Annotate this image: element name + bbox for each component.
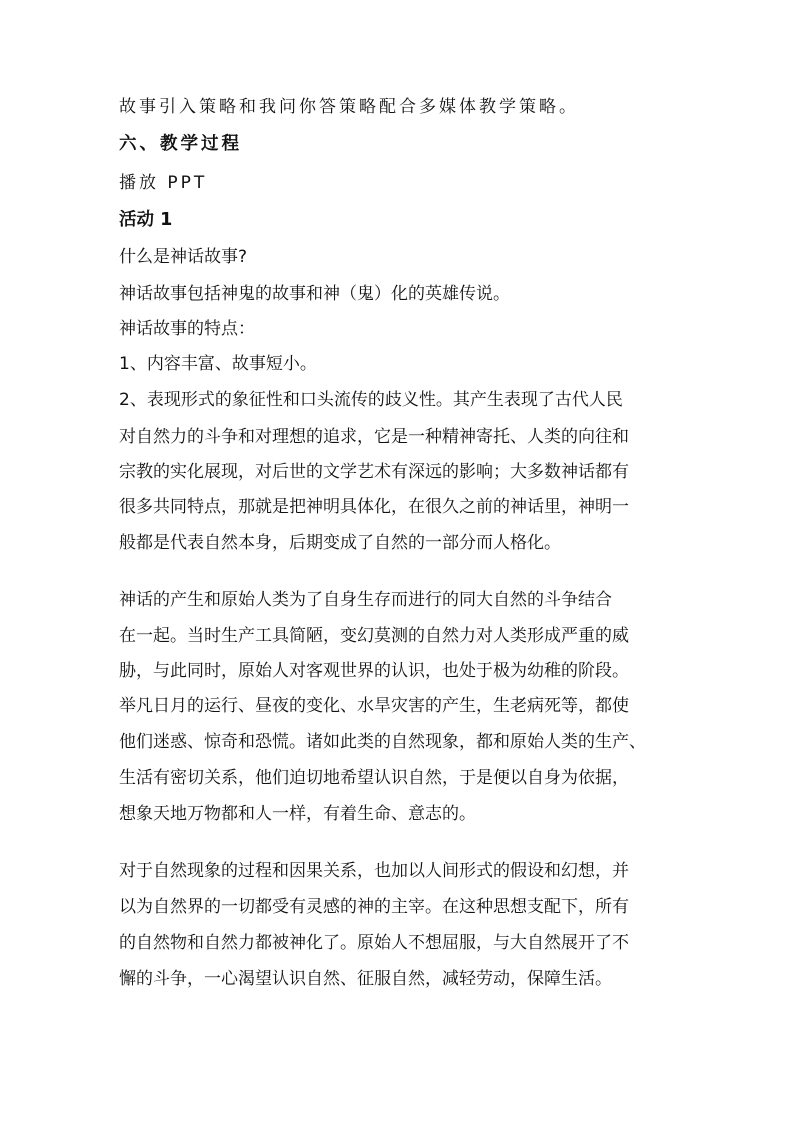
- feature-2-line: 宗教的实化展现，对后世的文学艺术有深远的影响；大多数神话都有: [119, 462, 629, 482]
- definition-line: 神话故事包括神鬼的故事和神（鬼）化的英雄传说。: [119, 284, 510, 304]
- feature-2-line: 对自然力的斗争和对理想的追求，它是一种精神寄托、人类的向往和: [119, 427, 629, 447]
- section-heading: 六、教学过程: [119, 134, 242, 154]
- nature-line: 懈的斗争，一心渴望认识自然、征服自然，减轻劳动，保障生活。: [119, 969, 612, 989]
- nature-line: 的自然物和自然力都被神化了。原始人不想屈服，与大自然展开了不: [119, 933, 629, 953]
- intro-line: 故事引入策略和我问你答策略配合多媒体教学策略。: [119, 97, 579, 117]
- origin-line: 想象天地万物都和人一样，有着生命、意志的。: [119, 804, 476, 824]
- origin-line: 神话的产生和原始人类为了自身生存而进行的同大自然的斗争结合: [119, 590, 612, 610]
- play-ppt-line: 播放 PPT: [119, 173, 208, 193]
- feature-2-line: 般都是代表自然本身，后期变成了自然的一部分而人格化。: [119, 533, 561, 553]
- nature-line: 对于自然现象的过程和因果关系，也加以人间形式的假设和幻想，并: [119, 861, 629, 881]
- feature-2-line: 2、表现形式的象征性和口头流传的歧义性。其产生表现了古代人民: [119, 390, 623, 410]
- feature-2-line: 很多共同特点，那就是把神明具体化，在很久之前的神话里，神明一: [119, 497, 629, 517]
- features-label: 神话故事的特点：: [119, 319, 255, 339]
- origin-line: 举凡日月的运行、昼夜的变化、水旱灾害的产生，生老病死等，都使: [119, 696, 629, 716]
- origin-line: 生活有密切关系，他们迫切地希望认识自然，于是便以自身为依据，: [119, 768, 629, 788]
- nature-line: 以为自然界的一切都受有灵感的神的主宰。在这种思想支配下，所有: [119, 897, 629, 917]
- origin-line: 胁，与此同时，原始人对客观世界的认识，也处于极为幼稚的阶段。: [119, 661, 629, 681]
- question-line: 什么是神话故事?: [119, 247, 248, 267]
- feature-1: 1、内容丰富、故事短小。: [119, 354, 317, 374]
- origin-line: 在一起。当时生产工具简陋，变幻莫测的自然力对人类形成严重的威: [119, 626, 629, 646]
- activity-heading: 活动 1: [119, 210, 173, 230]
- origin-line: 他们迷惑、惊奇和恐慌。诸如此类的自然现象，都和原始人类的生产、: [119, 732, 646, 752]
